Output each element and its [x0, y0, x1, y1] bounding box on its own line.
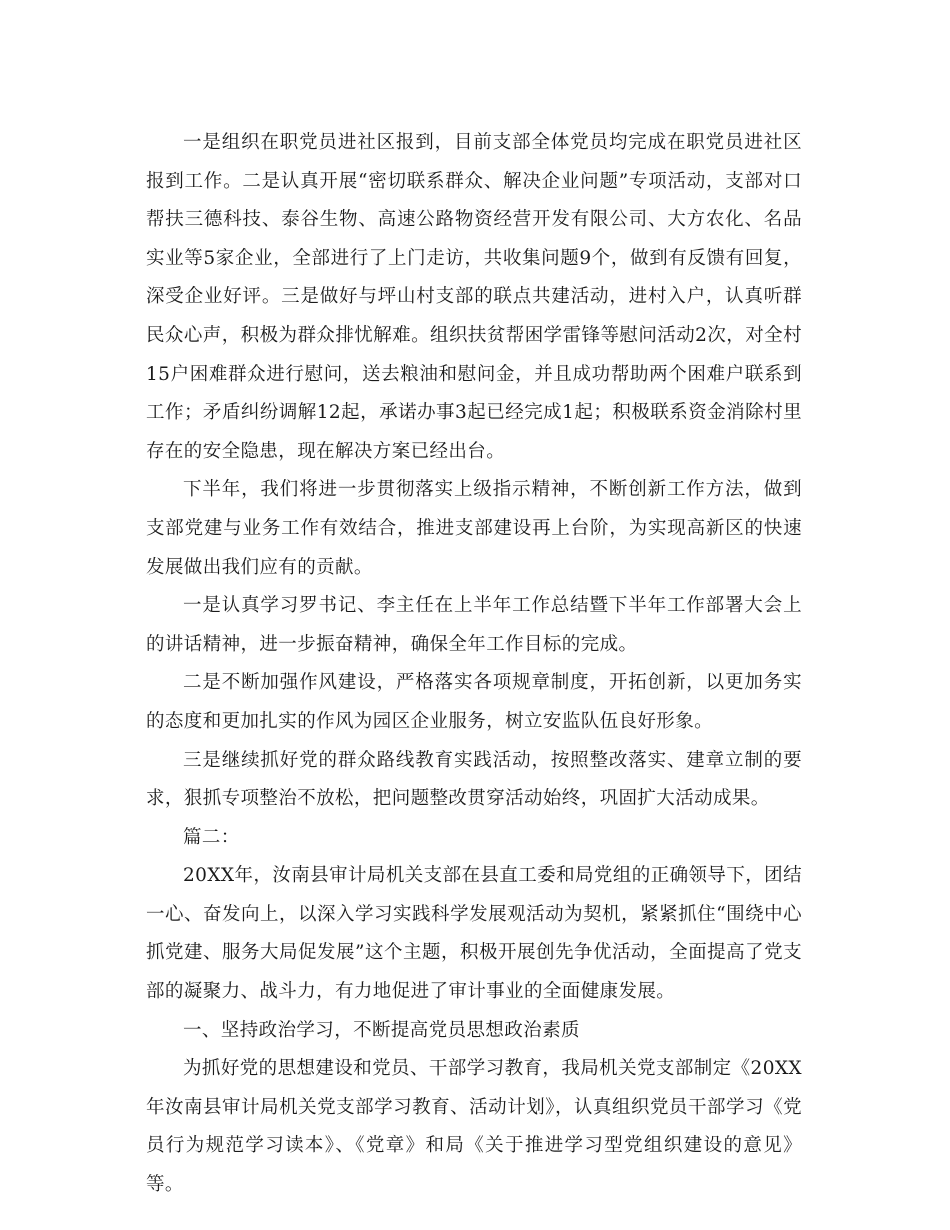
- section-heading-part-two: 篇二：: [183, 826, 240, 848]
- paragraph-plan-item-1: 一是认真学习罗书记、李主任在上半年工作总结暨下半年工作部署大会上的讲话精神，进一步振奋精神，确保全年工作目标的完成。: [146, 595, 802, 655]
- paragraph-audit-bureau-intro: 20XX年，汝南县审计局机关支部在县直工委和局党组的正确领导下，团结一心、奋发向上，以深入学习实践科学发展观活动为契机，紧紧抓住“围绕中心抓党建、服务大局促发展”这个主题，积极开展创先争优活动，全面提高了党支部的凝聚力、战斗力，有力地促进了审计事业的全面健康发展。: [146, 865, 802, 1003]
- paragraph-community-report: 一是组织在职党员进社区报到，目前支部全体党员均完成在职党员进社区报到工作。二是认真开展“密切联系群众、解决企业问题”专项活动，支部对口帮扶三德科技、泰谷生物、高速公路物资经营开发有限公司、大方农化、名品实业等5家企业，全部进行了上门走访，共收集问题9个，做到有反馈有回复，深受企业好评。三是做好与坪山村支部的联点共建活动，进村入户，认真听群民众心声，积极为群众排忧解难。组织扶贫帮困学雷锋等慰问活动2次，对全村15户困难群众进行慰问，送去粮油和慰问金，并且成功帮助两个困难户联系到工作；矛盾纠纷调解12起，承诺办事3起已经完成1起；积极联系资金消除村里存在的安全隐患，现在解决方案已经出台。: [146, 132, 802, 462]
- document-body: [146, 124, 802, 1205]
- paragraph-second-half-plan: 下半年，我们将进一步贯彻落实上级指示精神，不断创新工作方法，做到支部党建与业务工作有效结合，推进支部建设再上台阶，为实现高新区的快速发展做出我们应有的贡献。: [146, 479, 802, 578]
- paragraph-plan-item-2: 二是不断加强作风建设，严格落实各项规章制度，开拓创新，以更加务实的态度和更加扎实的作风为园区企业服务，树立安监队伍良好形象。: [146, 672, 802, 732]
- section-heading-political-study: 一、坚持政治学习，不断提高党员思想政治素质: [183, 1019, 580, 1041]
- paragraph-plan-item-3: 三是继续抓好党的群众路线教育实践活动，按照整改落实、建章立制的要求，狠抓专项整治不放松，把问题整改贯穿活动始终，巩固扩大活动成果。: [146, 749, 802, 810]
- paragraph-study-plan: 为抓好党的思想建设和党员、干部学习教育，我局机关党支部制定《20XX年汝南县审计局机关党支部学习教育、活动计划》，认真组织党员干部学习《党员行为规范学习读本》、《党章》和局《关于推进学习型党组织建设的意见》等。: [146, 1058, 802, 1196]
